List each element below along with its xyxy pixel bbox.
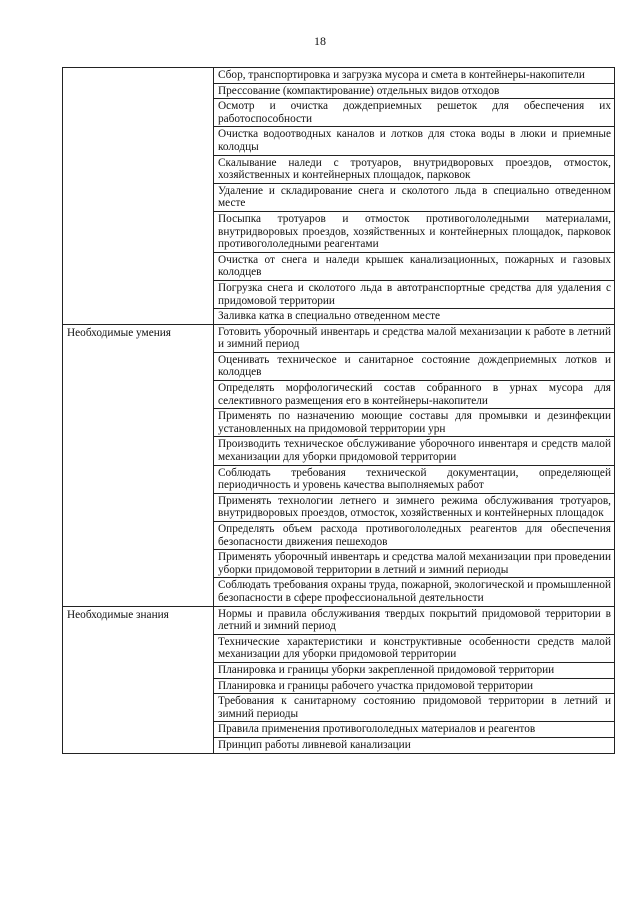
page-number: 18 xyxy=(314,34,326,48)
list-item: Применять уборочный инвентарь и средства малой механизации при проведении уборки придомовой территории в летний и зимний периоды xyxy=(214,550,614,578)
list-item: Погрузка снега и сколотого льда в автотранспортные средства для удаления с придомовой территории xyxy=(214,281,614,309)
list-item: Соблюдать требования технической документации, определяющей периодичность и уровень качества выполняемых работ xyxy=(214,466,614,494)
section-label: Необходимые умения xyxy=(63,324,214,606)
list-item: Очистка от снега и наледи крышек канализационных, пожарных и газовых колодцев xyxy=(214,253,614,281)
competency-table xyxy=(62,67,615,754)
list-item: Принцип работы ливневой канализации xyxy=(218,738,411,751)
section-items xyxy=(214,606,615,753)
list-item: Определять объем расхода противогололедных реагентов для обеспечения безопасности движения пешеходов xyxy=(214,522,614,550)
list-item: Планировка и границы уборки закрепленной придомовой территории xyxy=(214,663,614,679)
section-label: Необходимые знания xyxy=(63,606,214,753)
list-item: Оценивать техническое и санитарное состояние дождеприемных лотков и колодцев xyxy=(214,353,614,381)
list-item: Правила применения противогололедных материалов и реагентов xyxy=(214,722,614,738)
section-label xyxy=(63,68,214,325)
list-item: Требования к санитарному состоянию придомовой территории в летний и зимний периоды xyxy=(214,694,614,722)
list-item: Осмотр и очистка дождеприемных решеток для обеспечения их работоспособности xyxy=(214,99,614,127)
list-item: Определять морфологический состав собранного в урнах мусора для селективного размещения его в контейнеры-накопители xyxy=(214,381,614,409)
section-items xyxy=(214,68,615,325)
list-item: Планировка и границы рабочего участка придомовой территории xyxy=(214,679,614,695)
list-item: Заливка катка в специально отведенном месте xyxy=(218,310,441,323)
list-item: Готовить уборочный инвентарь и средства малой механизации к работе в летний и зимний период xyxy=(214,325,614,353)
list-item: Скалывание наледи с тротуаров, внутридворовых проездов, отмосток, хозяйственных и контейнерных площадок, парковок xyxy=(214,156,614,184)
list-item: Соблюдать требования охраны труда, пожарной, экологической и промышленной безопасности в сфере профессиональной деятельности xyxy=(218,579,611,604)
list-item: Производить техническое обслуживание уборочного инвентаря и средств малой механизации для уборки придомовой территории xyxy=(214,437,614,465)
list-item: Очистка водоотводных каналов и лотков для стока воды в люки и приемные колодцы xyxy=(214,127,614,155)
list-item: Сбор, транспортировка и загрузка мусора и смета в контейнеры-накопители xyxy=(214,68,614,84)
section-items xyxy=(214,324,615,606)
list-item: Применять по назначению моющие составы для промывки и дезинфекции установленных на придомовой территории урн xyxy=(214,409,614,437)
list-item: Технические характеристики и конструктивные особенности средств малой механизации для уборки придомовой территории xyxy=(214,635,614,663)
list-item: Применять технологии летнего и зимнего режима обслуживания тротуаров, внутридворовых проездов, отмосток, хозяйственных и контейнерных площадок xyxy=(214,494,614,522)
list-item: Удаление и складирование снега и сколотого льда в специально отведенном месте xyxy=(214,184,614,212)
list-item: Прессование (компактирование) отдельных видов отходов xyxy=(214,84,614,100)
table-row xyxy=(63,324,615,606)
list-item: Посыпка тротуаров и отмосток противогололедными материалами, внутридворовых проездов, хозяйственных и контейнерных площадок, парковок противогололедными реагентами xyxy=(214,212,614,253)
table-row xyxy=(63,606,615,753)
table-row xyxy=(63,68,615,325)
list-item: Нормы и правила обслуживания твердых покрытий придомовой территории в летний и зимний период xyxy=(214,607,614,635)
